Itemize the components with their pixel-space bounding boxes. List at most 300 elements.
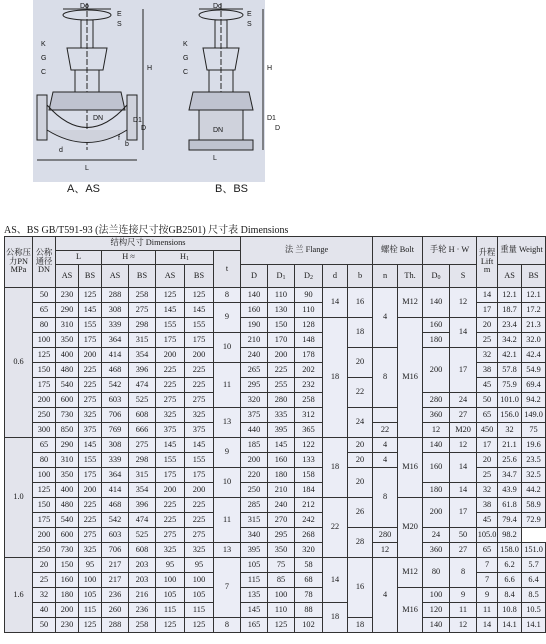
cell: 120 xyxy=(423,603,450,618)
col-D0: $D_0$ xyxy=(423,265,450,288)
cell: 217 xyxy=(102,573,129,588)
cell: 145 xyxy=(185,438,214,453)
cell: 360 xyxy=(423,408,450,423)
cell: 100 xyxy=(268,588,295,603)
cell: 7 xyxy=(214,558,241,618)
cell: 236 xyxy=(129,603,156,618)
cell: 200 xyxy=(56,603,79,618)
svg-text:G: G xyxy=(41,55,47,62)
dn-cell: 200 xyxy=(33,393,56,408)
cell: 45 xyxy=(477,378,498,393)
cell: 9 xyxy=(214,303,241,333)
cell: 98.2 xyxy=(498,528,522,543)
cell: 125 xyxy=(156,618,185,633)
svg-text:L: L xyxy=(213,155,217,162)
col-D2: $D_2$ xyxy=(295,265,323,288)
cell: 10.5 xyxy=(522,603,546,618)
cell: 202 xyxy=(295,363,323,378)
cell: 150 xyxy=(56,558,79,573)
cell: 145 xyxy=(185,303,214,318)
cell: 525 xyxy=(129,393,156,408)
cell: 175 xyxy=(156,333,185,348)
cell: 203 xyxy=(129,573,156,588)
cell: 12 xyxy=(373,543,398,558)
cell: 474 xyxy=(129,513,156,528)
table-row xyxy=(5,498,546,513)
cell: 155 xyxy=(79,318,102,333)
cell: 14 xyxy=(477,618,498,633)
cell: 105 xyxy=(241,558,268,573)
cell: 32.5 xyxy=(522,468,546,483)
svg-text:S: S xyxy=(247,21,252,28)
svg-text:E: E xyxy=(247,11,252,18)
cell: 275 xyxy=(156,528,185,543)
col-H: H ≈ xyxy=(102,251,156,265)
cell: 34.7 xyxy=(498,468,522,483)
cell: 220 xyxy=(241,468,268,483)
cell: 315 xyxy=(241,513,268,528)
svg-text:K: K xyxy=(41,41,46,48)
cell: 236 xyxy=(102,588,129,603)
cell: M12 xyxy=(398,288,423,318)
cell: 14 xyxy=(450,453,477,483)
cell: 340 xyxy=(241,528,268,543)
cell: 180 xyxy=(423,483,450,498)
cell: 61.8 xyxy=(498,498,522,513)
cell: 769 xyxy=(102,423,129,438)
cell: 75 xyxy=(268,558,295,573)
cell: 542 xyxy=(102,513,129,528)
cell: 145 xyxy=(241,603,268,618)
cell: 450 xyxy=(477,423,498,438)
dn-cell: 100 xyxy=(33,333,56,348)
cell: 105 xyxy=(156,588,185,603)
cell: 275 xyxy=(156,393,185,408)
cell: 11 xyxy=(214,363,241,408)
svg-text:f: f xyxy=(118,135,120,142)
cell: 280 xyxy=(268,393,295,408)
cell: 44.2 xyxy=(522,483,546,498)
cell: 288 xyxy=(102,288,129,303)
cell: 110 xyxy=(295,303,323,318)
cell: 225 xyxy=(156,363,185,378)
cell: 145 xyxy=(156,303,185,318)
cell: 175 xyxy=(156,468,185,483)
svg-text:D1: D1 xyxy=(267,115,276,122)
cell: 20 xyxy=(348,348,373,378)
cell: 100 xyxy=(156,573,185,588)
col-D: D xyxy=(241,265,268,288)
cell: 225 xyxy=(185,513,214,528)
cell: 50 xyxy=(477,393,498,408)
cell: 130 xyxy=(268,303,295,318)
cell: 24 xyxy=(450,393,477,408)
dn-cell: 250 xyxy=(33,543,56,558)
cell: 395 xyxy=(241,543,268,558)
cell: 175 xyxy=(79,333,102,348)
cell: 9 xyxy=(214,438,241,468)
svg-text:G: G xyxy=(183,55,189,62)
cell: 212 xyxy=(295,498,323,513)
table-row xyxy=(5,318,546,333)
cell: 325 xyxy=(79,408,102,423)
cell: 275 xyxy=(79,528,102,543)
cell: 200 xyxy=(79,483,102,498)
cell: 155 xyxy=(79,453,102,468)
cell: 354 xyxy=(129,348,156,363)
cell: 310 xyxy=(56,318,79,333)
dn-cell: 175 xyxy=(33,378,56,393)
cell xyxy=(373,408,398,423)
cell: 603 xyxy=(102,393,129,408)
cell: 32 xyxy=(498,423,522,438)
table-row xyxy=(5,588,546,603)
dn-cell: 125 xyxy=(33,483,56,498)
cell: 17 xyxy=(477,438,498,453)
cell: 290 xyxy=(56,438,79,453)
cell: 275 xyxy=(129,303,156,318)
dn-cell: 100 xyxy=(33,468,56,483)
cell: 603 xyxy=(102,528,129,543)
valve-drawings xyxy=(0,0,546,208)
cell: 12.1 xyxy=(522,288,546,303)
cell: 11 xyxy=(477,603,498,618)
cell: 78 xyxy=(295,588,323,603)
cell: 25 xyxy=(477,333,498,348)
cell: M16 xyxy=(398,438,423,498)
cell: 18 xyxy=(348,618,373,633)
cell: 148 xyxy=(295,333,323,348)
cell: 18 xyxy=(323,603,348,633)
cell: 364 xyxy=(102,468,129,483)
table-row xyxy=(5,483,546,498)
cell: 14.1 xyxy=(498,618,522,633)
cell: 155 xyxy=(156,318,185,333)
table-row xyxy=(5,528,546,543)
cell: 400 xyxy=(56,348,79,363)
cell: 50 xyxy=(450,528,477,543)
col-dn: 公称通径DN xyxy=(33,237,56,288)
cell: 125 xyxy=(185,618,214,633)
col-group-structure: 结构尺寸 Dimensions xyxy=(56,237,241,251)
svg-text:C: C xyxy=(183,69,189,76)
cell: 180 xyxy=(423,333,450,348)
col-b: b xyxy=(348,265,373,288)
cell: 25 xyxy=(477,468,498,483)
cell: 200 xyxy=(156,483,185,498)
cell: 250 xyxy=(241,483,268,498)
col-H-as: AS xyxy=(102,265,129,288)
cell: 69.4 xyxy=(522,378,546,393)
cell: 298 xyxy=(129,318,156,333)
cell: 122 xyxy=(295,438,323,453)
cell: 395 xyxy=(268,423,295,438)
dn-cell: 200 xyxy=(33,528,56,543)
cell: M20 xyxy=(398,498,423,558)
cell: 280 xyxy=(373,528,398,543)
svg-text:Do: Do xyxy=(213,3,222,10)
pn-cell: 1.6 xyxy=(5,558,33,633)
cell: 474 xyxy=(129,378,156,393)
cell: 175 xyxy=(79,468,102,483)
cell: 295 xyxy=(241,378,268,393)
cell: 95 xyxy=(156,558,185,573)
cell: 6.2 xyxy=(498,558,522,573)
cell: 8 xyxy=(214,288,241,303)
cell: 12 xyxy=(450,438,477,453)
col-pn: 公称压力PN MPa xyxy=(5,237,33,288)
cell: 22 xyxy=(348,378,373,408)
dn-cell: 65 xyxy=(33,303,56,318)
col-group-handwheel: 手轮 H · W xyxy=(423,237,477,265)
cell: 320 xyxy=(295,543,323,558)
cell: 6.4 xyxy=(522,573,546,588)
cell: 325 xyxy=(156,543,185,558)
cell: 16 xyxy=(348,558,373,618)
cell: 540 xyxy=(56,513,79,528)
cell: 225 xyxy=(156,513,185,528)
cell: 258 xyxy=(129,288,156,303)
dn-cell: 175 xyxy=(33,513,56,528)
cell: 225 xyxy=(79,363,102,378)
cell: 20 xyxy=(348,468,373,498)
col-n: n xyxy=(373,265,398,288)
cell: 12 xyxy=(450,618,477,633)
cell: 100 xyxy=(79,573,102,588)
col-H1: $H_1$ xyxy=(156,251,214,265)
cell: 10.8 xyxy=(498,603,522,618)
cell: 14 xyxy=(323,288,348,318)
cell: 57.8 xyxy=(498,363,522,378)
svg-text:b: b xyxy=(125,141,129,148)
cell: 200 xyxy=(79,348,102,363)
cell: 4 xyxy=(373,288,398,348)
cell: 140 xyxy=(423,618,450,633)
cell: 158 xyxy=(295,468,323,483)
cell: 100 xyxy=(185,573,214,588)
cell: 21.1 xyxy=(498,438,522,453)
cell: 325 xyxy=(185,543,214,558)
table-title: AS、BS GB/T591-93 (法兰连接尺寸按GB2501) 尺寸表 Dimensions xyxy=(4,225,289,236)
cell: 23.4 xyxy=(498,318,522,333)
cell: 240 xyxy=(268,498,295,513)
cell: 151.0 xyxy=(522,543,546,558)
cell: 285 xyxy=(241,498,268,513)
pn-cell: 0.6 xyxy=(5,288,33,438)
cell: 58.9 xyxy=(522,498,546,513)
cell: 65 xyxy=(477,408,498,423)
table-row xyxy=(5,348,546,363)
svg-text:H: H xyxy=(267,65,273,72)
cell: 200 xyxy=(423,348,450,393)
cell: 600 xyxy=(56,528,79,543)
cell: 354 xyxy=(129,483,156,498)
cell: 275 xyxy=(79,393,102,408)
cell: 180 xyxy=(56,588,79,603)
cell: 145 xyxy=(79,303,102,318)
cell: 8 xyxy=(373,468,398,528)
col-L: L xyxy=(56,251,102,265)
cell: 225 xyxy=(185,378,214,393)
cell: 20 xyxy=(477,318,498,333)
col-th: Th. xyxy=(398,265,423,288)
table-row xyxy=(5,393,546,408)
cell: 185 xyxy=(241,438,268,453)
cell: 160 xyxy=(423,318,450,333)
cell: 100 xyxy=(423,588,450,603)
cell: 666 xyxy=(129,423,156,438)
table-row xyxy=(5,408,546,423)
cell: 365 xyxy=(295,423,323,438)
cell: 350 xyxy=(268,543,295,558)
dn-cell: 150 xyxy=(33,498,56,513)
cell: 128 xyxy=(295,318,323,333)
cell: 225 xyxy=(79,498,102,513)
cell: 5.7 xyxy=(522,558,546,573)
svg-text:D: D xyxy=(141,125,147,132)
cell: 200 xyxy=(268,348,295,363)
cell: 7 xyxy=(477,558,498,573)
cell: 210 xyxy=(268,483,295,498)
cell: 468 xyxy=(102,363,129,378)
cell: 115 xyxy=(156,603,185,618)
cell: 110 xyxy=(268,288,295,303)
dn-cell: 20 xyxy=(33,558,56,573)
cell: 145 xyxy=(79,438,102,453)
cell: 12 xyxy=(450,288,477,318)
cell: 11 xyxy=(450,603,477,618)
cell: 27 xyxy=(450,408,477,423)
cell: 155 xyxy=(185,453,214,468)
cell: 608 xyxy=(129,408,156,423)
cell: 200 xyxy=(156,348,185,363)
cell: 10 xyxy=(214,333,241,363)
cell: 230 xyxy=(56,618,79,633)
cell: 400 xyxy=(56,483,79,498)
dn-cell: 40 xyxy=(33,603,56,618)
cell: 160 xyxy=(56,573,79,588)
cell: 115 xyxy=(185,603,214,618)
cell: 180 xyxy=(268,468,295,483)
table-row xyxy=(5,453,546,468)
cell: 94.2 xyxy=(522,393,546,408)
cell: 16 xyxy=(348,288,373,318)
cell: 58 xyxy=(295,558,323,573)
figure-label-bs: B、BS xyxy=(215,183,249,195)
cell: 308 xyxy=(102,438,129,453)
cell: 17 xyxy=(450,498,477,528)
cell: 10 xyxy=(214,468,241,498)
cell: 23.5 xyxy=(522,453,546,468)
cell: 18 xyxy=(348,318,373,348)
cell: 125 xyxy=(268,618,295,633)
cell: 38 xyxy=(477,498,498,513)
cell: 75 xyxy=(522,423,546,438)
col-t: t xyxy=(214,251,241,288)
cell: 140 xyxy=(423,288,450,318)
cell: 12 xyxy=(423,423,450,438)
col-group-weight: 重量 Weight xyxy=(498,237,546,265)
pn-cell: 1.0 xyxy=(5,438,33,558)
cell: 145 xyxy=(156,438,185,453)
col-H-bs: BS xyxy=(129,265,156,288)
cell: 125 xyxy=(79,288,102,303)
cell: 350 xyxy=(56,468,79,483)
cell: 730 xyxy=(56,543,79,558)
cell: 850 xyxy=(56,423,79,438)
cell: 9 xyxy=(450,588,477,603)
col-weight-as: AS xyxy=(498,265,522,288)
cell: 18.7 xyxy=(498,303,522,318)
cell: 339 xyxy=(102,318,129,333)
cell: 135 xyxy=(241,588,268,603)
cell: 295 xyxy=(268,528,295,543)
dn-cell: 25 xyxy=(33,573,56,588)
cell: 42.1 xyxy=(498,348,522,363)
cell: 95 xyxy=(185,558,214,573)
col-group-bolt: 螺栓 Bolt xyxy=(373,237,423,265)
cell: 216 xyxy=(129,588,156,603)
cell: 14.1 xyxy=(522,618,546,633)
cell: 14 xyxy=(450,483,477,498)
cell: 375 xyxy=(241,408,268,423)
cell: 102 xyxy=(295,618,323,633)
cell: 175 xyxy=(185,333,214,348)
cell: 170 xyxy=(268,333,295,348)
col-H1-bs: BS xyxy=(185,265,214,288)
cell: 80 xyxy=(423,558,450,588)
cell: 14 xyxy=(323,558,348,603)
cell: 325 xyxy=(79,543,102,558)
cell: 8.4 xyxy=(498,588,522,603)
cell: 268 xyxy=(295,528,323,543)
cell: 480 xyxy=(56,498,79,513)
cell: 315 xyxy=(129,468,156,483)
cell: 34.2 xyxy=(498,333,522,348)
cell: 22 xyxy=(373,423,398,438)
cell: 440 xyxy=(241,423,268,438)
cell: 175 xyxy=(185,468,214,483)
cell: 339 xyxy=(102,453,129,468)
col-L-as: AS xyxy=(56,265,79,288)
cell: 308 xyxy=(102,303,129,318)
cell: 225 xyxy=(268,363,295,378)
cell: 258 xyxy=(129,618,156,633)
cell: 200 xyxy=(241,453,268,468)
cell: 396 xyxy=(129,363,156,378)
cell: 414 xyxy=(102,483,129,498)
svg-text:Do: Do xyxy=(80,3,89,10)
cell: 9 xyxy=(477,588,498,603)
svg-text:H: H xyxy=(147,65,153,72)
cell: 105 xyxy=(185,588,214,603)
dn-cell: 50 xyxy=(33,618,56,633)
dn-cell: 250 xyxy=(33,408,56,423)
cell: 45 xyxy=(477,513,498,528)
cell: 18 xyxy=(323,438,348,498)
cell: 310 xyxy=(56,453,79,468)
col-H1-as: AS xyxy=(156,265,185,288)
cell: 608 xyxy=(129,543,156,558)
cell: 240 xyxy=(241,348,268,363)
header-row-3 xyxy=(5,265,546,288)
cell: 149.0 xyxy=(522,408,546,423)
cell: 298 xyxy=(129,453,156,468)
col-group-flange: 法 兰 Flange xyxy=(241,237,373,265)
cell: 542 xyxy=(102,378,129,393)
dimensions-table xyxy=(4,236,546,633)
cell: 24 xyxy=(423,528,450,543)
